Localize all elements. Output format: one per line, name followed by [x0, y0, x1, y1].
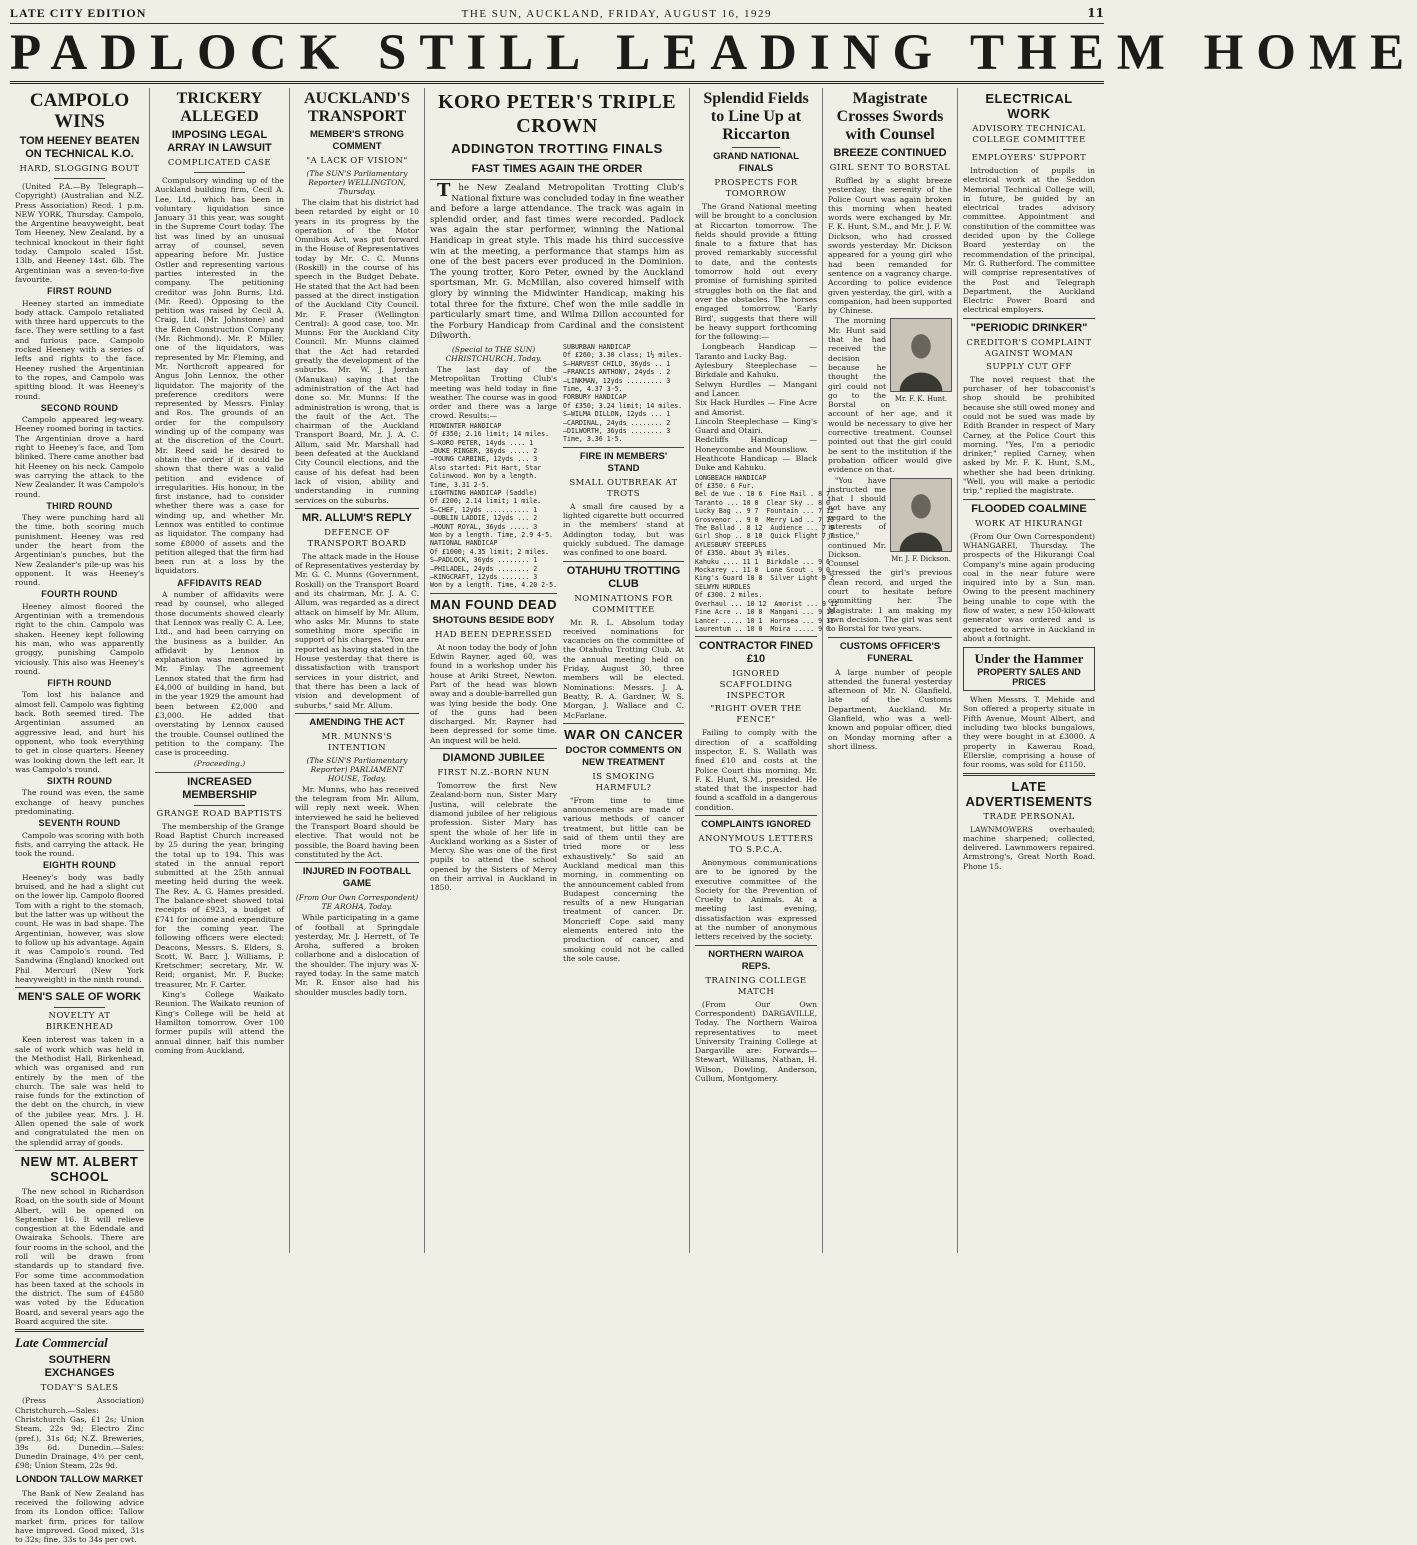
- deck-todays-sales: TODAY'S SALES: [40, 1383, 119, 1394]
- deck-periodic: CREDITOR'S COMPLAINT AGAINST WOMAN: [966, 337, 1092, 359]
- article-membership: The membership of the Grange Road Baptist Church increased by 25 during the year, bringing the total up to 194. This was stated in the annual report submitted at the 25th annual meeting held during the week. The Rev. A. G. Hames presided. The balance-sheet showed total receipts of £923, a budget of £741 for income and expenditure for the coming year. The following officers were elected: Deacons, Messrs. S. Elders, S. Scott, W. Barr, J. Williams, P. Kretschmer; secretary, Mr. W. Reid; organist, Mr. F. Bucke; treasurer, Mr. F. Carter.: [155, 821, 284, 989]
- round-text: Campolo appeared leg-weary. Heeney roomed boring in tactics. The Argentinian drove a hard right to Heeney's face, and Tom blinked. There came another bad hit Heeney on his neck. Campolo was carrying the attack to the New Zealander. It was Campolo's round.: [15, 415, 144, 499]
- deck-jubilee: FIRST N.Z.-BORN NUN: [437, 768, 550, 779]
- article-football: While participating in a game of football at Springdale yesterday, Mr. J. Herrett, of Te Aroha, suffered a broken collarbone and a dislocation of the shoulder. The injury was X-rayed today. In the same match Mr. R. Ensor also had his shoulder muscles badly torn.: [295, 913, 419, 997]
- subdeck-depressed: HAD BEEN DEPRESSED: [435, 629, 552, 640]
- deck-allum: DEFENCE OF TRANSPORT BOARD: [307, 527, 407, 549]
- headline-sale-of-work: MEN'S SALE OF WORK: [17, 991, 141, 1004]
- deck-grand-national: GRAND NATIONAL FINALS: [713, 151, 799, 174]
- headline-man-found-dead: MAN FOUND DEAD: [430, 596, 557, 612]
- article-otahuhu: Mr. R. L. Absolum today received nominations for vacancies on the committee of the Otahuhu Trotting Club. At the annual meeting held on Friday, August 30, three members will be elected. Nominations: Messrs. J. A. Beatty, R. A. Gardner, W. S. Morgan, J. Wallace and C. McFarlane.: [563, 617, 684, 720]
- article-fire: A small fire caused by a lighted cigarette butt occurred in the members' stand at Addington today, but was quickly subdued. The damage was confined to one board.: [563, 501, 684, 558]
- caption-hunt: Mr. F. K. Hunt.: [894, 395, 948, 404]
- dateline-text: THE SUN, AUCKLAND, FRIDAY, AUGUST 16, 1929: [461, 8, 772, 20]
- article-transport: The claim that his district had been retarded by eight or 10 years in its progress by the operation of the Motor Omnibus Act, was put forward in the House of Representatives today by Mr. C. C. Munns (Roskill) in the course of his speech in the Budget Debate. He stated that the Act had been passed at the direct instigation of the Auckland City Council. Mr. F. Fraser (Wellington Central): A good case, too. Mr. Munns: For the Auckland City Council. Mr. Munns claimed that the Act had retarded greatly the development of the suburbs. Mr. W. J. Jordan (Manukau) saying that the administration of the Act had done so. Mr. Munns: If the administration is wrong, that is the fault of the Act. The chairman of the Auckland Transport Board, Mr. J. A. C. Allum, said Mr. Marshall had been defeated at the Auckland City Council elections, and the cause of his defeat had been lack of vision, ability and understanding in running services on the suburbs.: [295, 198, 419, 505]
- article-cancer: "From time to time announcements are made of various methods of cancer treatment, but little can be said of them until they are tried more or less exhaustively." So said an Auckland medical man this morning, in commenting on the announcement cabled from Budapest concerning the results of a new Hungarian treatment of cancer. Dr. Moncrieff Cope said many elements entered into the production of cancer, and smoking could not be called the sole cause.: [563, 795, 684, 963]
- article-spca: Anonymous communications are to be ignored by the executive committee of the Society for the Prevention of Cruelty to Animals. At a meeting last evening, dissatisfaction was expressed at the number of anonymous letters received by the society.: [695, 858, 817, 942]
- headline-jubilee: DIAMOND JUBILEE: [442, 752, 545, 765]
- deck-contractor: IGNORED SCAFFOLDING INSPECTOR: [719, 669, 793, 702]
- subdeck-employers: EMPLOYERS' SUPPORT: [971, 153, 1087, 163]
- ad-lawnmowers: LAWNMOWERS overhauled; machine sharpened; collected, delivered. Lawnmowers repaired. Armstrong's, Great North Road. Phone 15.: [963, 824, 1095, 871]
- deck-shotguns: SHOTGUNS BESIDE BODY: [432, 614, 555, 626]
- deck-spca: ANONYMOUS LETTERS TO S.P.C.A.: [698, 834, 814, 855]
- round-head: SEVENTH ROUND: [38, 818, 121, 829]
- edition-label: LATE CITY EDITION: [10, 6, 147, 20]
- subdeck-campolo: HARD, SLOGGING BOUT: [19, 164, 140, 174]
- headline-tallow: LONDON TALLOW MARKET: [16, 1473, 143, 1485]
- credit-special: (Special to THE SUN) CHRISTCHURCH, Today.: [445, 344, 542, 363]
- round-head: SECOND ROUND: [40, 402, 119, 413]
- headline-periodic: "PERIODIC DRINKER": [970, 321, 1088, 334]
- round-head: FIRST ROUND: [47, 286, 112, 297]
- article-text: (United P.A.—By Telegraph—Copyright) (Australian and N.Z. Press Association) Recd. 1 p.m. NEW YORK, Thursday. Campolo, the Argentine heavyweight, beat Tom Heeney, New Zealand, by a technical knockout in their fight today. Campolo scaled 15st. 13lb, and Heeney 14st. 6lb. The Argentinian was a seven-to-five favourite.: [15, 182, 144, 284]
- headline-football: INJURED IN FOOTBALL GAME: [302, 866, 412, 890]
- result-national: NATIONAL HANDICAP Of £1000; 4.35 limit; 2 miles. S—PADLOCK, 36yds ........ 1 —PHILADEL, 24yds ........ 2 —KINGCRAFT, 12yds ....... 3 Won by a length. Time, 4.20 2-5.: [430, 539, 558, 590]
- page-number: 11: [1087, 6, 1104, 20]
- masthead-dateline: [10, 6, 1104, 24]
- round-text: Campolo was scoring with both fists, and carrying the attack. He took the round.: [15, 830, 144, 859]
- deck-cancer: DOCTOR COMMENTS ON NEW TREATMENT: [565, 744, 682, 768]
- column-5: [690, 88, 838, 1253]
- article-mt-albert-school: The new school in Richardson Road, on the south side of Mount Albert, will be opened on September 16. It will relieve congestion at the Edendale and Owairaka Schools. There are four rooms in the school, and the roll will be drawn from standards up to standard five. For some time accommodation has been taxed at the schools in the district. The sum of £4580 was voted by the Education Board, and several years ago the Board acquired the site.: [15, 1186, 144, 1327]
- headline-riccarton: Splendid Fields to Line Up at Riccarton: [703, 90, 809, 143]
- column-4: [425, 88, 690, 1253]
- deck-trade-personal: TRADE PERSONAL: [983, 811, 1075, 822]
- credit-football: (From Our Own Correspondent) TE AROHA, Today.: [295, 893, 419, 912]
- round-head: SIXTH ROUND: [46, 776, 113, 787]
- column-7: [958, 88, 1100, 1253]
- column-3: [290, 88, 425, 1253]
- deck-campolo: TOM HEENEY BEATEN ON TECHNICAL K.O.: [19, 135, 140, 160]
- article-jubilee: Tomorrow the first New Zealand-born nun, Sister Mary Justina, will celebrate the diamond jubilee of her religious profession. Sister Mary has spent the whole of her life in Auckland working as a Sister of Mercy. She was one of the first pupils to attend the school opened by the Sisters of Mercy on their arrival in Auckland in 1850.: [430, 781, 558, 893]
- headline-late-ads: LATE ADVERTISEMENTS: [965, 778, 1093, 809]
- deck-coalmine: WORK AT HIKURANGI: [975, 518, 1083, 529]
- article-wairoa: (From Our Own Correspondent) DARGAVILLE, Today. The Northern Wairoa representatives to meet University Training College at Dargaville are: Forwards—Stewart, Williams, Nathan, H. Wilson, Dowling, Anderson, Cullum, Montgomery.: [695, 999, 817, 1084]
- article-man-found-dead: At noon today the body of John Edwin Rayner, aged 60, was found in a workshop under his house at Ariki Street, Newton. Part of the head was blown away and a double-barrelled gun was lying beside the body. One of the guns had been discharged. Mr. Rayner had been depressed for some time. An inquest will be held.: [430, 642, 558, 745]
- result-lightning: LIGHTNING HANDICAP (Saddle) Of £200; 2.14 limit; 1 mile. S—CHEF, 12yds ........... 1 —DUBLIN LADDIE, 12yds ... 2 —MOUNT ROYAL, 36yds ..... 3 Won by a length. Time, 2.9 4-5.: [430, 488, 554, 539]
- subdeck-trickery: COMPLICATED CASE: [167, 158, 272, 168]
- headline-koro-peter: KORO PETER'S TRIPLE CROWN: [437, 91, 677, 137]
- deck-electrical: ADVISORY TECHNICAL COLLEGE COMMITTEE: [972, 124, 1086, 145]
- column-6: [823, 88, 958, 1253]
- headline-campolo: CAMPOLO WINS: [29, 90, 130, 132]
- subdeck-fast-times: FAST TIMES AGAIN THE ORDER: [471, 163, 643, 175]
- banner-headline: PADLOCK STILL LEADING THEM HOME: [10, 24, 1104, 84]
- subdeck-prospects: PROSPECTS FOR TOMORROW: [714, 178, 798, 199]
- headline-wairoa: NORTHERN WAIROA REPS.: [708, 948, 804, 972]
- article-tips: Longbeach Handicap — Taranto and Lucky Bag. Aylesbury Steeplechase — Birkdale and Kahuku. Selwyn Hurdles — Mangani and Lancer. Six Hack Hurdles — Fine Acre and Amorist. Lincoln Steeplechase — King's Guard and Otairi. Redcliffs Handicap — Honeycombe and Mounsliow. Heathcote Handicap — Black Duke and Kahuku.: [695, 342, 817, 473]
- article-affidavits: A number of affidavits were read by counsel, who alleged those documents showed clearly that Lennox was really C. A. Lee, Ltd., and had been carrying on the business as a builder. An affidavit by Lennox in explanation was mentioned by Mr. Finlay. The agreement Lennox stated that the firm had £4,000 of building in hand, but in the year 1929 the amount had been between £2,000 and £3,000. He added that overstating by Lennox caused the trouble. Counsel outlined the petition to the company. The case is proceeding.: [155, 590, 284, 758]
- headline-electrical: ELECTRICAL WORK: [985, 91, 1073, 121]
- round-head: FOURTH ROUND: [41, 589, 118, 600]
- subdeck-fence: "RIGHT OVER THE FENCE": [710, 704, 802, 726]
- article-kings-college: King's College Waikato Reunion. The Waikato reunion of King's College will be held at Hamilton tomorrow. Over 100 former pupils will attend the annual dinner, half this number coming from Auckland.: [155, 990, 284, 1055]
- article-magistrate-3: "You have instructed me that I should not have any regard to the interests of justice," continued Mr. Dickson. Counsel stressed the girl's previous clean record, and urged the court to hesitate before committing her. The Magistrate: I am making my own decision. The girl was sent to Borstal for two years.: [828, 475, 952, 634]
- headline-contractor: CONTRACTOR FINED £10: [698, 640, 814, 666]
- proceeding-note: (Proceeding.): [193, 759, 246, 769]
- result-forbury: FORBURY HANDICAP Of £350; 3.24 limit; 14 miles. S—WILMA DILLON, 12yds ... 1 —CARDINAL, 24yds ........ 2 —DILWORTH, 36yds ........ 3 Time, 3.36 1-5.: [563, 393, 683, 444]
- headline-fire: FIRE IN MEMBERS' STAND: [579, 450, 668, 474]
- portrait-hunt: [890, 318, 952, 392]
- article-customs: A large number of people attended the funeral yesterday afternoon of Mr. N. Glanfield, late of the Customs Department, Auckland. Mr. Glanfield, who was a well-known and popular officer, died on Monday morning after a short illness.: [828, 667, 952, 751]
- headline-otahuhu: OTAHUHU TROTTING CLUB: [566, 564, 681, 590]
- subdeck-smoking: IS SMOKING HARMFUL?: [592, 771, 655, 793]
- headline-amending: AMENDING THE ACT: [309, 716, 405, 728]
- deck-transport: MEMBER'S STRONG COMMENT: [309, 129, 405, 152]
- columns: [10, 88, 1104, 1545]
- article-magistrate: Ruffled by a slight breeze yesterday, the serenity of the Police Court was again broken this morning when heated words were exchanged by Mr. F. K. Hunt, S.M., and Mr. J. F. W. Dickson, who had crossed swords yesterday. Mr. Dickson appeared for a young girl who had been remanded for sentence on a vagrancy charge. According to police evidence given yesterday, the girl, with a companion, had been supported by Chinese.: [828, 176, 952, 316]
- article-race-day: The last day of the Metropolitan Trotting Club's meeting was held today in fine weather. The course was in good order and there was a large crowd. Results:—: [430, 364, 558, 421]
- deck-wairoa: TRAINING COLLEGE MATCH: [705, 975, 807, 997]
- headline-war-on-cancer: WAR ON CANCER: [563, 726, 684, 742]
- round-text: Heeney started an immediate body attack. Campolo retaliated with three hard uppercuts to the face. They were settling to a fast and furious pace. Campolo rocked Heeney with a series of lefts and rights to the face. Heeney rushed the Argentinian to the ropes, and Campolo was spitting blood. It was Heeney's round.: [15, 298, 144, 401]
- article-periodic: The novel request that the purchaser of her tobacconist's shop should be prohibited because she still owed money and could not be sued was made by Edith Brander in respect of Mary Carney, at the Police Court this morning. "Yes, I'm a periodic drinker," replied Carney, when asked by Mr. F. K. Hunt, S.M., whether she had been drinking. "Well, you will make a periodic trip," replied the magistrate.: [963, 374, 1095, 496]
- portrait-dickson: [890, 478, 952, 552]
- round-head: THIRD ROUND: [46, 500, 113, 511]
- article-riccarton: The Grand National meeting will be brought to a conclusion at Riccarton tomorrow. The fields should provide a fitting finale to a fixture that has proved remarkably successful to date, and the contests tomorrow hold out every promise of furnishing spirited struggles both on the flat and over the obstacles. The horses engaged tomorrow, 'Early Bird', suggests that there will be heavy support forthcoming for the following:—: [695, 202, 817, 342]
- deck-sale-of-work: NOVELTY AT BIRKENHEAD: [45, 1011, 114, 1033]
- article-tallow: The Bank of New Zealand has received the following advice from its London office: Tallow market firm, prices for tallow have improved. Good mixed, 31s to 32s; fine, 33s to 34s per cwt.: [15, 1488, 144, 1545]
- deck-trickery: IMPOSING LEGAL ARRAY IN LAWSUIT: [167, 129, 272, 154]
- round-text: Tom lost his balance and almost fell. Campolo was fighting back. Both seemed tired. The Argentinian assumed an aggressive lead, and hurt his opponent, who took everything to get in close quarters. Heeney was looking down the left ear. It was Campolo's round.: [15, 690, 144, 774]
- article-property: When Messrs. T. Mehide and Son offered a property situate in Fifth Avenue, Mount Albert, and including two blocks bungalows, they were bought in at £3000. A property in Kawerau Road, Ellerslie, comprising a house of four rooms, was sold for £1150.: [963, 695, 1095, 770]
- headline-mt-albert-school: NEW MT. ALBERT SCHOOL: [20, 1153, 139, 1184]
- result-midwinter: MIDWINTER HANDICAP Of £350; 2.16 limit; 14 miles. S—KORO PETER, 14yds .... 1 —DUKE RINGER, 36yds ..... 2 —YOUNG CARBINE, 12yds ... 3 Also started: Pit Hart, Star Colinwood. Won by a length. Time, 3.31 2-5.: [430, 421, 550, 489]
- article-allum: The attack made in the House of Representatives yesterday by Mr. G. C. Munns (Government, Roskill) on the Transport Board and its chairman, Mr. J. A. C. Allum, was regarded as a direct attack on himself by Mr. Allum, who asks Mr. Munns to state something more specific in support of his charges. "You are reported as having stated in the House yesterday that there is dissatisfaction with transport services in your district, and that there has been a lack of vision and development of suburbs," said Mr. Allum.: [295, 551, 419, 710]
- headline-membership: INCREASED MEMBERSHIP: [182, 775, 257, 801]
- section-affidavits: AFFIDAVITS READ: [177, 577, 262, 588]
- headline-allum: MR. ALLUM'S REPLY: [302, 511, 412, 524]
- article-electrical: Introduction of pupils in electrical work at the Seddon Memorial Technical College will, in future, be guided by an electrical trades advisory committee. Appointment and constitution of the committee was decided upon by the College Board yesterday on the recommendation of the principal, Mr. G. Rutherford. The committee will comprise representatives of the Post and Telegraph Department, the Auckland Electric Power Board and electrical employers.: [963, 166, 1095, 315]
- section-late-commercial: Late Commercial: [15, 1335, 108, 1351]
- round-head: EIGHTH ROUND: [42, 860, 117, 871]
- headline-transport: AUCKLAND'S TRANSPORT: [304, 90, 410, 125]
- deck-property-sales: PROPERTY SALES AND PRICES: [977, 667, 1081, 688]
- article-coalmine: (From Our Own Correspondent) WHANGAREI, Thursday. The prospects of the Hikurangi Coal Company's mine again producing coal in the near future were inquired into by a Sun man. Owing to the present machinery being unable to cope with the flow of water, a new 150-kilowatt generator was ordered and is expected to arrive in Auckland in about a fortnight.: [963, 531, 1095, 643]
- article-lead: The New Zealand Metropolitan Trotting Club's National fixture was concluded today in fine weather and before a large attendance. The track was again in splendid order, and fast times were recorded. Padlock was again the star performer, winning the National Handicap in great style. This made his third successive win at the meeting, a performance that stamps him as one of the best pacers ever produced in the Dominion. The young trotter, Koro Peter, owned by the Auckland sportsman, Mr. G. McMillan, also covered himself with glory by winning the Midwinter Handicap, making his total three for the fixture. Chef won the mile saddle in particularly smart time, and Wilma Dillon accounted for the Forbury Handicap from Cardinal and the consistent Dilworth.: [430, 180, 684, 342]
- headline-coalmine: FLOODED COALMINE: [971, 502, 1087, 515]
- column-1: [10, 88, 150, 1545]
- subdeck-borstal: GIRL SENT TO BORSTAL: [829, 163, 951, 173]
- weights-table: LONGBEACH HANDICAP Of £350. 6 Fur. Bel de Vue . 10 6 Fine Mail . 8 7 Taranto ... 10 0 Clear Sky .. 8 0 Lucky Bag .. 9 7 Fountain ... 7 12 Grosvenor .. 9 0 Merry Lad .. 7 10 The Ballad . 8 12 Audience ... 7 9 Girl Shop .. 8 10 Quick Flight 7 7 AYLESBURY STEEPLES Of £350. About 3½ miles. Kahuku .... 11 1 Birkdale ... 9 6 Mockarey .. 11 0 Lone Scout . 9 0 King's Guard 10 8 Silver Light 9 2 SELWYN HURDLES Of £300. 2 miles. Overhaul ... 10 12 Amorist ... 9 12 Fine Acre .. 10 8 Mangani ... 9 10 Lancer ..... 10 1 Hornsea ... 9 11 Laurentum .. 10 0 Moira ..... 9 0: [695, 473, 838, 633]
- article-exchanges: (Press Association) Christchurch.—Sales: Christchurch Gas, £1 2s; Union Steam, 22s 9d; Electro Zinc (pref.), 31s 6d; N.Z. Breweries, 39s 6d. Dunedin.—Sales: Dunedin Drainage, 4½ per cent, £98; Union Steam, 22s 9d.: [15, 1396, 144, 1471]
- headline-southern-exchanges: SOUTHERN EXCHANGES: [44, 1354, 115, 1380]
- article-trickery: Compulsory winding up of the Auckland building firm, Cecil A. Lee, Ltd., which has been in voluntary liquidation since January 31 this year, was sought in the Supreme Court today. The list was lined by an unusual array of counsel, seven appearing before Mr. Justice Ostler and representing various parties interested in the company. The petitioning creditor was John Burns, Ltd. (Mr. Reed). Opposing to the petition was raised by Cecil A. Craig, Ltd. (Mr. Johnstone) and the Eden Construction Company (Mr. Richmond). Mr. P. Miller, one of the liquidators, was represented by Mr. Fleming, and Mr. Northcroft appeared for Angus John Lennox, the other liquidator. The majority of the preference creditors were represented by Messrs. Finlay and Ros. The grounds of an order for the compulsory winding up of the company was at the discretion of the Court. Mr. Reed said he desired to obtain the order if it could be shown that there was a valid petition and evidence of irregularities. His honour, in the first instance, had to consider whether there was a case for winding up, and whether Mr. Lennox was entitled to continue as liquidator. The company had some £8000 of assets and the petition alleged that the firm had been run at a loss by the liquidators.: [155, 176, 284, 576]
- round-head: FIFTH ROUND: [47, 678, 112, 689]
- headline-magistrate: Magistrate Crosses Swords with Counsel: [836, 90, 944, 143]
- article-campolo: [15, 182, 144, 984]
- result-suburban: SUBURBAN HANDICAP Of £260; 3.30 class; 1½ miles. S—HARVEST CHILD, 36yds .. 1 —FRANCIS ANTHONY, 24yds . 2 —LINKMAN, 12yds ......... 3 Time, 4.37 3-5.: [563, 342, 683, 393]
- column-2: [150, 88, 290, 1253]
- headline-under-hammer: Under the Hammer: [974, 651, 1084, 667]
- article-contractor: Failing to comply with the direction of a scaffolding inspector, E. S. Wallath was fined £10 and costs at the Police Court this morning. Mr. F. K. Hunt, S.M., presided. He stated that the inspector had found a scaffold in a dangerous condition.: [695, 728, 817, 812]
- deck-membership: GRANGE ROAD BAPTISTS: [156, 808, 283, 819]
- headline-customs: CUSTOMS OFFICER'S FUNERAL: [839, 640, 941, 664]
- article-amending: Mr. Munns, who has received the telegram from Mr. Allum, will reply next week. When interviewed he said he believed the Transport Board should be elective. That would not be possible, the Board having been constituted by the Act.: [295, 784, 419, 859]
- round-text: Heeney's body was badly bruised, and he had a slight cut on the lower lip. Campolo floored Tom with a right to the stomach, but the latter was up without the count. He was in bad shape. The Argentinian, however, was slow to follow up his advantage. Again it was Campolo's round. Ted Sandwina (England) knocked out Phil Mercurl (New York heavyweight) in the ninth round.: [15, 872, 144, 985]
- caption-dickson: Mr. J. F. Dickson.: [891, 554, 951, 563]
- deck-addington: ADDINGTON TROTTING FINALS: [451, 141, 663, 156]
- article-sale-of-work: Keen interest was taken in a sale of work which was held in the Methodist Hall, Birkenhead, which was organised and run entirely by the men of the church. The sale was held to raise funds for the extinction of the debt on the church, in view of the jubilee year. Mrs. J. H. Allen opened the sale of work and congratulated the men on the splendid array of goods.: [15, 1035, 144, 1147]
- box-under-hammer: [963, 647, 1095, 691]
- deck-breeze: BREEZE CONTINUED: [833, 147, 947, 159]
- subdeck-supply: SUPPLY CUT OFF: [986, 361, 1072, 372]
- deck-otahuhu: NOMINATIONS FOR COMMITTEE: [574, 593, 673, 615]
- deck-fire: SMALL OUTBREAK AT TROTS: [569, 477, 678, 499]
- round-text: They were punching hard all the time, both scoring much punishment. Heeney was red under the heart from the Argentinian's punches, but the New Zealander's pile-up was his opponent. It was Heeney's round.: [15, 513, 144, 588]
- headline-trickery: TRICKERY ALLEGED: [176, 90, 263, 125]
- headline-complaints: COMPLAINTS IGNORED: [701, 819, 811, 830]
- round-text: The round was even, the same exchange of heavy punches predominating.: [15, 788, 144, 816]
- subdeck-transport: "A LACK OF VISION": [306, 156, 408, 166]
- article-magistrate-2: The morning Mr. Hunt said that he had received the decision because he thought the girl could not go to the Borstal on account of her age, and it would be necessary to give her corrective treatment. Counsel pointed out that the girl could be sent to the institution if the probation officer would give evidence on that.: [828, 316, 952, 475]
- round-text: Heeney almost floored the Argentinian with a tremendous right to the chin. Campolo was shaken. Heeney kept following his man, who was apparently groggy, punishing Campolo viciously. This also was Heeney's round.: [15, 601, 144, 676]
- deck-amending: MR. MUNNS'S INTENTION: [321, 731, 393, 753]
- credit-transport: (The SUN'S Parliamentary Reporter) WELLINGTON, Thursday.: [306, 169, 408, 196]
- credit-amending: (The SUN'S Parliamentary Reporter) PARLIAMENT HOUSE, Today.: [306, 755, 408, 783]
